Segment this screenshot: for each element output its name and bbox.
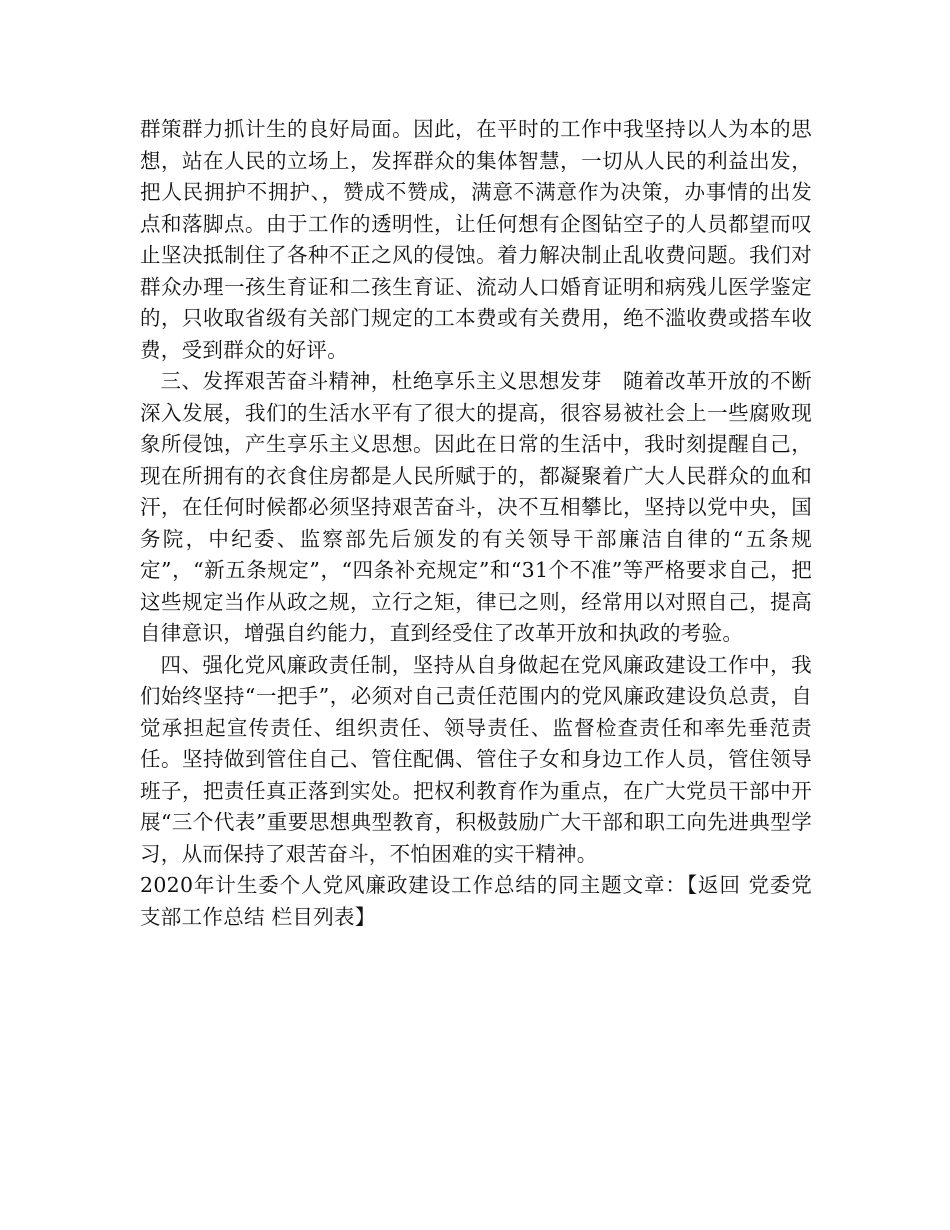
paragraph-2: 三、发挥艰苦奋斗精神，杜绝享乐主义思想发芽 随着改革开放的不断深入发展，我们的生活水平有了很大的提高，很容易被社会上一些腐败现象所侵蚀，产生享乐主义思想。因此在日常的生活中，我时刻提醒自己，现在所拥有的衣食住房都是人民所赋于的，都凝聚着广大人民群众的血和汗，在任何时候都必须坚持艰苦奋斗，决不互相攀比，坚持以党中央，国务院，中纪委、监察部先后颁发的有关领导干部廉洁自律的“五条规定”，“新五条规定”，“四条补充规定”和“31个不准”等严格要求自己，把这些规定当作从政之规，立行之矩，律已之则，经常用以对照自己，提高自律意识，增强自约能力，直到经受住了改革开放和执政的考验。 <box>140 369 812 645</box>
document-body <box>140 114 812 933</box>
paragraph-3: 四、强化党风廉政责任制，坚持从自身做起在党风廉政建设工作中，我们始终坚持“一把手”，必须对自己责任范围内的党风廉政建设负总责，自觉承担起宣传责任、组织责任、领导责任、监督检查责任和率先垂范责任。坚持做到管住自己、管住配偶、管住子女和身边工作人员，管住领导班子，把责任真正落到实处。把权利教育作为重点，在广大党员干部中开展“三个代表”重要思想典型教育，积极鼓励广大干部和职工向先进典型学习，从而保持了艰苦奋斗，不怕困难的实干精神。 <box>140 652 812 866</box>
related-articles-line[interactable]: 2020年计生委个人党风廉政建设工作总结的同主题文章：【返回 党委党支部工作总结 栏目列表】 <box>140 873 812 929</box>
paragraph-1: 群策群力抓计生的良好局面。因此，在平时的工作中我坚持以人为本的思想，站在人民的立场上，发挥群众的集体智慧，一切从人民的利益出发，把人民拥护不拥护、，赞成不赞成，满意不满意作为决策，办事情的出发点和落脚点。由于工作的透明性，让任何想有企图钻空子的人员都望而叹止坚决抵制住了各种不正之风的侵蚀。着力解决制止乱收费问题。我们对群众办理一孩生育证和二孩生育证、流动人口婚育证明和病残儿医学鉴定的，只收取省级有关部门规定的工本费或有关费用，绝不滥收费或搭车收费，受到群众的好评。 <box>140 117 812 362</box>
